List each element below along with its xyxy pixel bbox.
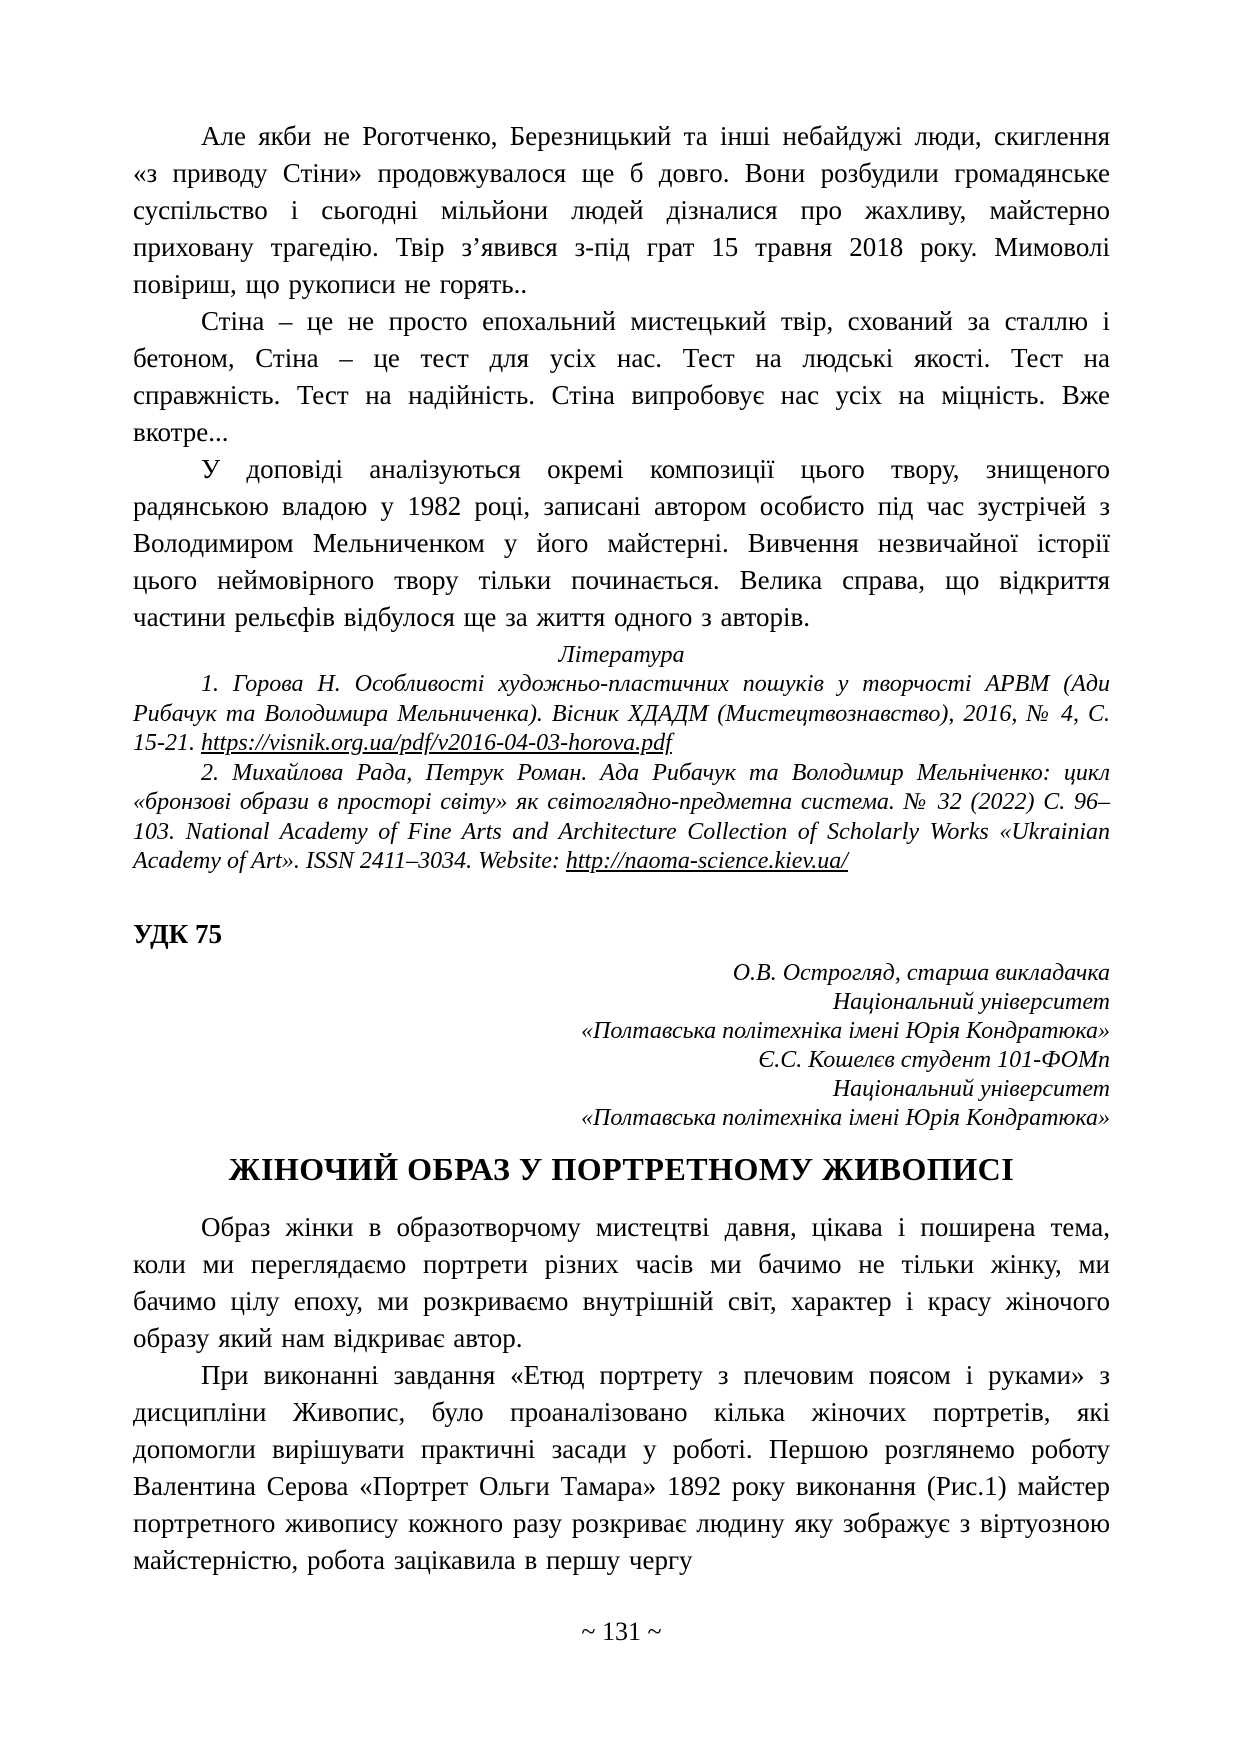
reference-text: 2. Михайлова Рада, Петрук Роман. Ада Рибачук та Володимир Мельніченко: цикл «бронзові образи в просторі світу» як світоглядно-предметна система. № 32 (2022) С. 96–103. National Academy of Fine Arts and Architecture Collection of Scholarly Works «Ukrainian Academy of Art». ISSN 2411–3034. Website: (133, 759, 1110, 874)
udk-code: УДК 75 (133, 918, 222, 949)
reference-link[interactable]: https://visnik.org.ua/pdf/v2016-04-03-horova.pdf (201, 730, 672, 756)
article-title: ЖІНОЧИЙ ОБРАЗ У ПОРТРЕТНОМУ ЖИВОПИСІ (228, 1150, 1015, 1187)
paragraph: Образ жінки в образотворчому мистецтві давня, цікава і поширена тема, коли ми переглядаємо портрети різних часів ми бачимо не тільки жінку, ми бачимо цілу епоху, ми розкриваємо внутрішній світ, характер і красу жіночого образу який нам відкриває автор. (133, 1211, 1110, 1353)
paragraph: Стіна – це не просто епохальний мистецький твір, схований за сталлю і бетоном, Стіна – це тест для усіх нас. Тест на людські якості. Тест на справжність. Тест на надійність. Стіна випробовує нас усіх на міцність. Вже вкотре... (133, 306, 1110, 447)
author-affiliation-line: «Полтавська політехніка імені Юрія Кондратюка» (581, 1104, 1110, 1131)
author-affiliation-line: «Полтавська політехніка імені Юрія Кондратюка» (581, 1017, 1110, 1044)
author-line: О.В. Острогляд, старша викладачка (732, 959, 1110, 986)
literature-heading: Література (558, 642, 685, 668)
author-block (133, 959, 1110, 1133)
author-affiliation-line: Національний університет (832, 1075, 1110, 1102)
author-line: Є.С. Кошелєв студент 101-ФОМп (758, 1046, 1110, 1073)
page-number: ~ 131 ~ (581, 1617, 662, 1646)
reference-item (133, 670, 1110, 759)
reference-link[interactable]: http://naoma-science.kiev.ua/ (565, 848, 848, 874)
paragraph: У доповіді аналізуються окремі композиції цього твору, знищеного радянською владою у 1982 році, записані автором особисто під час зустрічей з Володимиром Мельниченком у його майстерні. Вивчення незвичайної історії цього неймовірного твору тільки починається. Велика справа, що відкриття частини рельєфів відбулося ще за життя одного з авторів. (133, 454, 1110, 632)
paragraph: При виконанні завдання «Етюд портрету з плечовим поясом і руками» з дисципліни Живопис, було проаналізовано кілька жіночих портретів, які допомогли вирішувати практичні засади у роботі. Першою розглянемо роботу Валентина Серова «Портрет Ольги Тамара» 1892 року виконання (Рис.1) майстер портретного живопису кожного разу розкриває людину яку зображує з віртуозною майстерністю, робота зацікавила в першу чергу (133, 1359, 1110, 1575)
paragraph: Але якби не Роготченко, Березницький та інші небайдужі люди, скиглення «з приводу Стіни» продовжувалося ще б довго. Вони розбудили громадянське суспільство і сьогодні мільйони людей дізналися про жахливу, майстерно приховану трагедію. Твір з’явився з-під грат 15 травня 2018 року. Мимоволі повіриш, що рукописи не горять.. (133, 121, 1110, 299)
reference-text: 1. Горова Н. Особливості художньо-пластичних пошуків у творчості АРВМ (Ади Рибачук та Володимира Мельниченка). Вісник ХДАДМ (Мистецтвознавство), 2016, № 4, С. 15-21. (133, 671, 1110, 756)
author-affiliation-line: Національний університет (832, 988, 1110, 1015)
reference-item (133, 759, 1110, 877)
